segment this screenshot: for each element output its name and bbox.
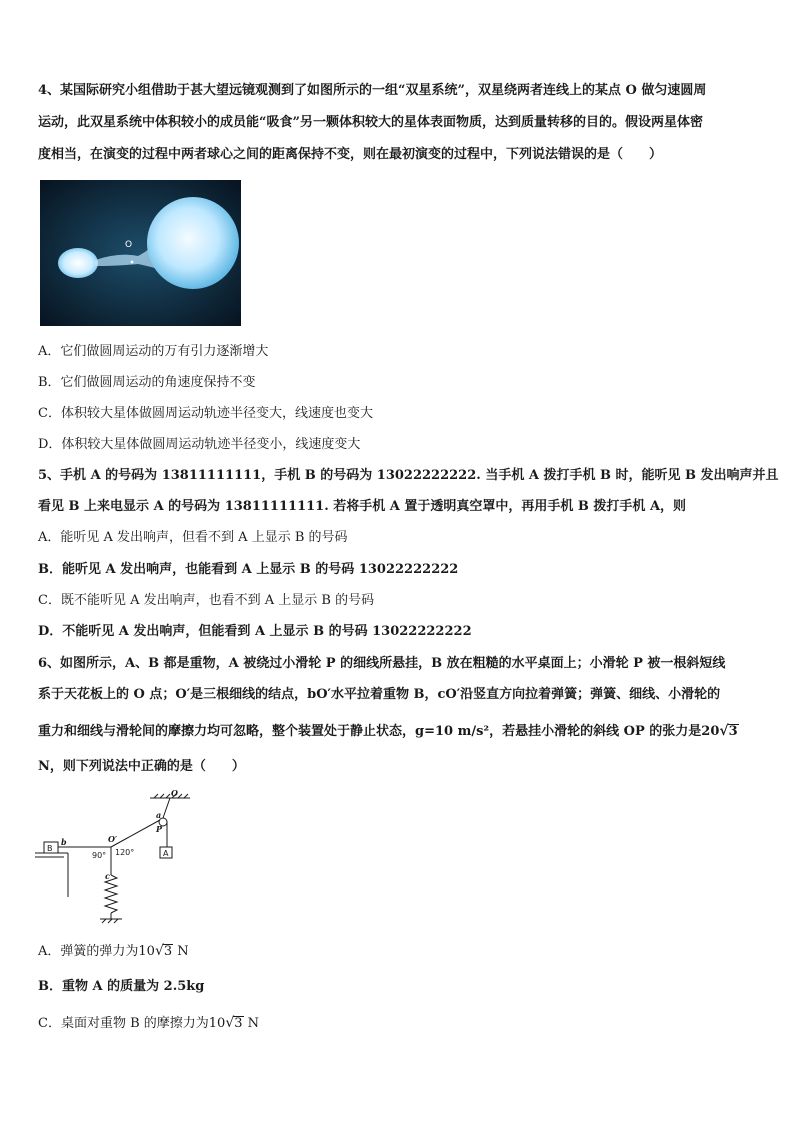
q5-option-a: A．能听见 A 发出响声，但看不到 A 上显示 B 的号码 bbox=[38, 530, 348, 545]
q6-tension-value: 20√3 bbox=[701, 723, 738, 739]
q6-stem-line3-text: 重力和细线与滑轮间的摩擦力均可忽略，整个装置处于静止状态，g=10 m/s²，若悬挂小滑轮的斜线 OP 的张力是 bbox=[38, 724, 702, 739]
q6-option-a-value: 10√3 bbox=[138, 943, 173, 959]
q5-option-d: D．不能听见 A 发出响声，但能看到 A 上显示 B 的号码 13022222222 bbox=[38, 624, 472, 639]
q5-stem-line2: 看见 B 上来电显示 A 的号码为 13811111111. 若将手机 A 置于透明真空罩中，再用手机 B 拨打手机 A，则 bbox=[38, 499, 687, 514]
q5-option-c: C．既不能听见 A 发出响声，也看不到 A 上显示 B 的号码 bbox=[38, 593, 375, 608]
q4-option-b: B．它们做圆周运动的角速度保持不变 bbox=[38, 375, 256, 390]
q4-stem-line2: 运动，此双星系统中体积较小的成员能“吸食”另一颗体积较大的星体表面物质，达到质量转移的目的。假设两星体密 bbox=[38, 115, 703, 130]
q4-stem-line1: 4、某国际研究小组借助于甚大望远镜观测到了如图所示的一组“双星系统”，双星绕两者连线上的某点 O 做匀速圆周 bbox=[38, 83, 707, 98]
label-a: a bbox=[156, 810, 162, 820]
q4-stem-line3: 度相当，在演变的过程中两者球心之间的距离保持不变，则在最初演变的过程中，下列说法错误的是（ ） bbox=[38, 147, 663, 162]
q4-option-a: A．它们做圆周运动的万有引力逐渐增大 bbox=[38, 344, 269, 359]
label-p: P bbox=[156, 824, 163, 834]
q6-option-c-value: 10√3 bbox=[208, 1015, 243, 1031]
q6-stem-line3 bbox=[38, 722, 739, 741]
q4-option-d: D．体积较大星体做圆周运动轨迹半径变小，线速度变大 bbox=[38, 437, 361, 452]
small-star bbox=[58, 248, 98, 278]
label-c: c bbox=[105, 871, 110, 881]
q6-option-b: B．重物 A 的质量为 2.5kg bbox=[38, 979, 205, 994]
label-a-block: A bbox=[163, 849, 169, 858]
label-o: O bbox=[171, 788, 178, 798]
binary-star-figure bbox=[40, 180, 241, 326]
angle-120: 120° bbox=[115, 848, 135, 857]
q4-option-c: C．体积较大星体做圆周运动轨迹半径变大，线速度也变大 bbox=[38, 406, 373, 421]
q6-option-a: A．弹簧的弹力为10√3 N bbox=[38, 943, 189, 959]
large-star bbox=[147, 197, 239, 289]
q6-option-c: C．桌面对重物 B 的摩擦力为10√3 N bbox=[38, 1015, 260, 1031]
pulley-spring-figure bbox=[30, 785, 200, 925]
center-o-label: O bbox=[125, 240, 133, 250]
q5-option-b: B．能听见 A 发出响声，也能看到 A 上显示 B 的号码 13022222222 bbox=[38, 562, 459, 577]
label-b-line: b bbox=[61, 837, 67, 847]
q5-stem-line1: 5、手机 A 的号码为 13811111111，手机 B 的号码为 13022222222. 当手机 A 拨打手机 B 时，能听见 B 发出响声并且 bbox=[38, 468, 779, 483]
q6-stem-line2: 系于天花板上的 O 点；O′是三根细线的结点，bO′水平拉着重物 B，cO′沿竖直方向拉着弹簧；弹簧、细线、小滑轮的 bbox=[38, 687, 721, 702]
q6-stem-line1: 6、如图所示，A、B 都是重物，A 被绕过小滑轮 P 的细线所悬挂，B 放在粗糙的水平桌面上；小滑轮 P 被一根斜短线 bbox=[38, 656, 726, 671]
label-b-block: B bbox=[47, 844, 53, 853]
angle-90: 90° bbox=[92, 851, 107, 860]
q6-stem-line4: N，则下列说法中正确的是（ ） bbox=[38, 759, 245, 774]
label-o-prime: O′ bbox=[108, 834, 118, 844]
